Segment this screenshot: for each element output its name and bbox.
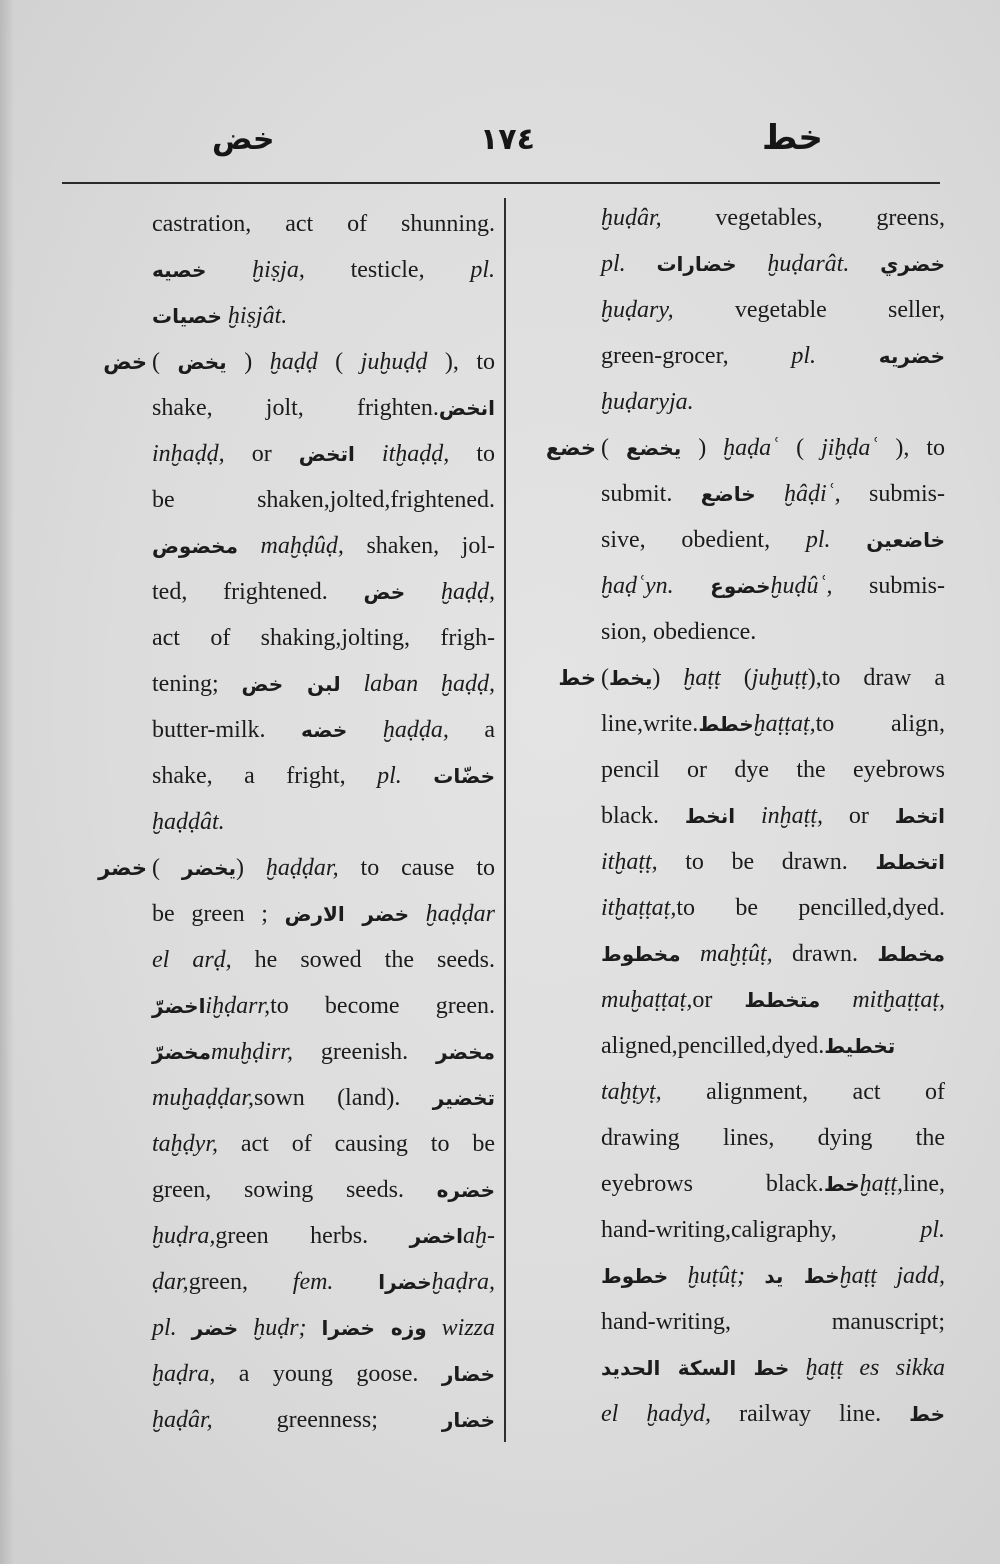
entry-text <box>405 579 441 605</box>
arabic-term: خطوط <box>601 1264 669 1288</box>
transliteration: pl. <box>152 1315 177 1341</box>
entry-line <box>601 195 945 241</box>
entry-text: tening; <box>152 671 242 697</box>
running-head-right: خط <box>762 118 823 158</box>
transliteration: muḫaḍḍar, <box>152 1085 255 1111</box>
entry-line <box>152 1351 495 1397</box>
entry-line <box>152 1121 495 1167</box>
entry-text <box>333 1269 378 1295</box>
entry-text <box>177 1315 192 1341</box>
entry-line <box>601 1345 945 1391</box>
transliteration: juḫuṭṭ <box>751 665 808 691</box>
entry-line <box>601 977 945 1023</box>
arabic-term: خصيه <box>152 258 207 282</box>
entry-text: to align, <box>815 711 945 737</box>
entry-line <box>558 655 945 701</box>
entry-line <box>152 201 495 247</box>
entry-line <box>152 1397 495 1443</box>
entry-text: greenness; <box>212 1407 442 1433</box>
transliteration: ḫuḍra, <box>152 1223 216 1249</box>
header-rule <box>62 182 940 184</box>
entry-text: ( <box>601 665 609 691</box>
transliteration: ḫaḍaʿ <box>723 435 780 461</box>
entry-line <box>152 1167 495 1213</box>
entry-text: ( <box>152 855 182 881</box>
entry-line <box>601 839 945 885</box>
entry-line <box>601 517 945 563</box>
entry-line <box>601 1161 945 1207</box>
entry-line <box>152 891 495 937</box>
arabic-term: خضره <box>436 1178 495 1202</box>
entry-line <box>152 1029 495 1075</box>
entry-text: ) <box>652 665 684 691</box>
transliteration: jiḫḍaʿ <box>821 435 879 461</box>
entry-text: or <box>692 987 745 1013</box>
entry-line <box>601 1207 945 1253</box>
entry-line <box>601 379 945 425</box>
arabic-term: خضار <box>441 1408 495 1432</box>
entry-text: submit. <box>601 481 701 507</box>
entry-text <box>347 717 383 743</box>
transliteration: iḫḍarr, <box>205 993 271 1019</box>
transliteration: itḫaṭṭ, <box>601 849 658 875</box>
entry-text: sion, obedience. <box>601 619 757 645</box>
arabic-term: يخضر <box>181 856 236 880</box>
transliteration: el arḍ, <box>152 947 232 973</box>
entry-line <box>601 287 945 333</box>
transliteration: ḫiṣja, <box>252 257 305 283</box>
entry-line <box>152 569 495 615</box>
entry-text: a young goose. <box>215 1361 442 1387</box>
arabic-term: خضريه <box>878 344 945 368</box>
headword: خضر <box>98 856 147 880</box>
left-column <box>98 201 496 1443</box>
entry-line <box>152 431 495 477</box>
transliteration: ḫaḍḍât. <box>152 809 225 835</box>
transliteration: pl. <box>805 527 831 553</box>
entry-text <box>238 533 261 559</box>
entry-text: be green ; <box>152 901 285 927</box>
arabic-term: تخطيط <box>824 1034 896 1058</box>
arabic-term: مخطط <box>877 942 946 966</box>
entry-line <box>152 1213 495 1259</box>
arabic-term: خضرا <box>378 1270 432 1294</box>
entry-text: to be drawn. <box>657 849 876 875</box>
entry-line <box>152 615 495 661</box>
arabic-term: اتخض <box>298 442 355 466</box>
entry-text <box>409 901 426 927</box>
arabic-term: تخضير <box>432 1086 495 1110</box>
column-divider <box>504 198 506 1442</box>
transliteration: ḫaḍâr, <box>152 1407 213 1433</box>
entry-text: submis- <box>840 481 946 507</box>
arabic-term: اخضرّ <box>152 994 206 1018</box>
entry-line <box>601 1023 945 1069</box>
entry-text <box>307 1315 322 1341</box>
entry-text: a <box>448 717 495 743</box>
transliteration: ḫaḍʿyn. <box>601 573 674 599</box>
entry-text: drawn. <box>772 941 878 967</box>
transliteration: ḫaḍra, <box>431 1269 495 1295</box>
entry-text: ) <box>226 349 270 375</box>
entry-text <box>674 573 711 599</box>
arabic-term: انخض <box>438 396 495 420</box>
entry-line <box>601 333 945 379</box>
entry-text: or <box>224 441 299 467</box>
entry-line <box>545 425 945 471</box>
right-column <box>545 195 946 1437</box>
arabic-term: وزه خضرا <box>321 1316 427 1340</box>
headword: خض <box>103 350 147 374</box>
entry-line <box>98 845 495 891</box>
entry-text: to be pencilled,dyed. <box>676 895 945 921</box>
arabic-term: خطط <box>698 712 754 736</box>
entry-text: ), to <box>427 349 495 375</box>
transliteration: aḫ- <box>463 1223 495 1249</box>
arabic-term: خضر الارض <box>284 902 409 926</box>
entry-text: ( <box>317 349 361 375</box>
arabic-term: خاضعين <box>866 528 945 552</box>
entry-line <box>152 293 495 339</box>
entry-text: hand-writing,caligraphy, <box>601 1217 921 1243</box>
entry-text: to become green. <box>270 993 495 1019</box>
entry-text <box>756 481 784 507</box>
arabic-term: اخضر <box>409 1224 463 1248</box>
transliteration: ḫuḍary, <box>601 297 674 323</box>
transliteration: pl. <box>601 251 626 277</box>
entry-text: line, <box>903 1171 945 1197</box>
entry-text <box>626 251 657 277</box>
transliteration: pl. <box>470 257 495 283</box>
entry-text: shaken, jol- <box>343 533 495 559</box>
arabic-term: مخطوط <box>601 942 681 966</box>
entry-text: act of causing to be <box>218 1131 495 1157</box>
entry-line <box>601 471 945 517</box>
transliteration: ḫuḍâr, <box>601 205 662 231</box>
entry-text <box>668 1263 687 1289</box>
entry-line <box>601 563 945 609</box>
entry-text: line,write. <box>601 711 699 737</box>
arabic-term: خضار <box>441 1362 495 1386</box>
entry-text: vegetables, greens, <box>661 205 945 231</box>
entry-line <box>152 385 495 431</box>
transliteration: maḫṭûṭ, <box>699 941 773 967</box>
entry-line <box>152 523 495 569</box>
transliteration: inḫaḍḍ, <box>152 441 225 467</box>
entry-text: ted, frightened. <box>152 579 364 605</box>
arabic-term: مخضر <box>436 1040 495 1064</box>
transliteration: itḫaḍḍ, <box>381 441 450 467</box>
entry-text: ),to draw a <box>807 665 945 691</box>
entry-line <box>152 1305 495 1351</box>
transliteration: ḫuṭûṭ; <box>687 1263 745 1289</box>
transliteration: juḫuḍḍ <box>360 349 428 375</box>
entry-line <box>152 937 495 983</box>
arabic-term: خط يد <box>764 1264 840 1288</box>
arabic-term: خضر <box>191 1316 239 1340</box>
entry-line <box>152 1259 495 1305</box>
entry-text <box>789 1355 805 1381</box>
entry-line <box>601 701 945 747</box>
transliteration: ḫuḍaryja. <box>601 389 694 415</box>
transliteration: ḍar, <box>152 1269 189 1295</box>
entry-text: to cause to <box>338 855 495 881</box>
entry-line <box>152 661 495 707</box>
arabic-term: خط <box>823 1172 860 1196</box>
entry-text: castration, act of shunning. <box>152 211 495 237</box>
headword: خط <box>558 666 596 690</box>
entry-text: shake, a fright, <box>152 763 378 789</box>
entry-text <box>427 1315 442 1341</box>
entry-line <box>601 747 945 793</box>
transliteration: ḫaḍḍar, <box>265 855 339 881</box>
entry-text: hand-writing, manuscript; <box>601 1309 945 1335</box>
entry-text: green-grocer, <box>601 343 792 369</box>
entry-text: submis- <box>832 573 945 599</box>
transliteration: ḫuḍûʿ, <box>770 573 833 599</box>
entry-text <box>737 251 768 277</box>
transliteration: taḫḍyr, <box>152 1131 218 1157</box>
entry-line <box>152 247 495 293</box>
entry-line <box>601 1391 945 1437</box>
entry-text: or <box>823 803 895 829</box>
entry-text: testicle, <box>304 257 471 283</box>
entry-text <box>816 343 879 369</box>
transliteration: pl. <box>920 1217 945 1243</box>
entry-text: green herbs. <box>215 1223 410 1249</box>
entry-line <box>601 1253 945 1299</box>
entry-text <box>402 763 434 789</box>
entry-text <box>681 941 700 967</box>
arabic-term: خض <box>363 580 406 604</box>
transliteration: maḫḍûḍ, <box>260 533 344 559</box>
transliteration: taḫṭyṭ, <box>601 1079 662 1105</box>
entry-text: act of shaking,jolting, frigh- <box>152 625 495 651</box>
entry-text: aligned,pencilled,dyed. <box>601 1033 825 1059</box>
entry-text: black. <box>601 803 685 829</box>
entry-text: butter-milk. <box>152 717 302 743</box>
entry-text <box>238 1315 253 1341</box>
entry-text: be shaken,jolted,frightened. <box>152 487 495 513</box>
entry-text <box>206 257 252 283</box>
page-edge-shadow <box>0 0 14 1564</box>
transliteration: ḫuḍr; <box>253 1315 307 1341</box>
entry-text: green, sowing seeds. <box>152 1177 437 1203</box>
arabic-term: خضري <box>880 252 945 276</box>
arabic-term: يخط <box>609 666 653 690</box>
entry-text: pencil or dye the eyebrows <box>601 757 945 783</box>
transliteration: ḫaṭṭ jadd, <box>839 1263 946 1289</box>
arabic-term: خضوع <box>710 574 771 598</box>
entry-text <box>820 987 852 1013</box>
entry-text: sive, obedient, <box>601 527 806 553</box>
entry-line <box>152 983 495 1029</box>
transliteration: mitḫaṭṭaṭ, <box>852 987 945 1013</box>
transliteration: fem. <box>292 1269 334 1295</box>
transliteration: wizza <box>441 1315 495 1341</box>
entry-text <box>355 441 382 467</box>
entry-text: green, <box>188 1269 293 1295</box>
entry-text: railway line. <box>711 1401 910 1427</box>
entry-line <box>103 339 495 385</box>
entry-line <box>601 1069 945 1115</box>
entry-text: shake, jolt, frighten. <box>152 395 439 421</box>
arabic-term: خضارات <box>656 252 737 276</box>
arabic-term: خط السكة الحديد <box>601 1356 790 1380</box>
entry-text: sown (land). <box>254 1085 433 1111</box>
arabic-term: مخضوض <box>152 534 238 558</box>
entry-line <box>152 707 495 753</box>
transliteration: ḫaḍḍa, <box>382 717 449 743</box>
arabic-term: خصيات <box>152 304 222 328</box>
entry-text <box>745 1263 764 1289</box>
transliteration: ḫaṭṭ <box>683 665 721 691</box>
entry-text: ( <box>779 435 822 461</box>
entry-text: eyebrows black. <box>601 1171 824 1197</box>
arabic-term: مخضرّ <box>152 1040 211 1064</box>
entry-line <box>152 1075 495 1121</box>
entry-line <box>601 793 945 839</box>
entry-line <box>601 241 945 287</box>
entry-text: ( <box>720 665 752 691</box>
entry-text <box>831 527 867 553</box>
transliteration: ḫiṣjât. <box>227 303 288 329</box>
entry-line <box>601 1115 945 1161</box>
entry-line <box>152 799 495 845</box>
entry-line <box>152 477 495 523</box>
headword: خضع <box>545 436 596 460</box>
entry-line <box>601 609 945 655</box>
transliteration: ḫaḍḍ, <box>441 579 495 605</box>
page-number: ١٧٤ <box>480 122 535 157</box>
entry-text: ) <box>681 435 724 461</box>
transliteration: el ḫadyd, <box>601 1401 712 1427</box>
arabic-term: انخط <box>684 804 736 828</box>
entry-line <box>601 885 945 931</box>
transliteration: pl. <box>791 343 817 369</box>
entry-text <box>735 803 761 829</box>
entry-text: he sowed the seeds. <box>231 947 495 973</box>
arabic-term: متخطط <box>744 988 821 1012</box>
arabic-term: خاضع <box>700 482 756 506</box>
arabic-term: اتخطط <box>875 850 945 874</box>
arabic-term: خضّات <box>433 764 495 788</box>
entry-text: greenish. <box>292 1039 437 1065</box>
entry-text: vegetable seller, <box>673 297 945 323</box>
entry-text: to <box>449 441 495 467</box>
transliteration: ḫuḍarât. <box>767 251 850 277</box>
entry-text: ), to <box>878 435 945 461</box>
transliteration: ḫaṭṭaṭ, <box>753 711 816 737</box>
entry-text: ) <box>236 855 266 881</box>
transliteration: pl. <box>377 763 402 789</box>
arabic-term: يخضع <box>625 436 682 460</box>
transliteration: itḫaṭṭaṭ, <box>601 895 677 921</box>
entry-text: ( <box>601 435 626 461</box>
arabic-term: خضه <box>301 718 348 742</box>
entry-line <box>601 1299 945 1345</box>
entry-text: ( <box>152 349 178 375</box>
transliteration: muḫaṭṭaṭ, <box>601 987 693 1013</box>
entry-text: drawing lines, dying the <box>601 1125 945 1151</box>
transliteration: inḫaṭṭ, <box>760 803 823 829</box>
transliteration: ḫaṭṭ, <box>859 1171 903 1197</box>
entry-text: alignment, act of <box>661 1079 945 1105</box>
transliteration: ḫâḍiʿ, <box>783 481 841 507</box>
arabic-term: خط <box>909 1402 945 1426</box>
arabic-term: يخض <box>177 350 227 374</box>
arabic-term: اتخط <box>894 804 945 828</box>
entry-line <box>152 753 495 799</box>
entry-line <box>601 931 945 977</box>
transliteration: muḫḍirr, <box>210 1039 293 1065</box>
transliteration: ḫaṭṭ es sikka <box>805 1355 945 1381</box>
transliteration: laban ḫaḍḍ, <box>363 671 496 697</box>
transliteration: ḫaḍḍ <box>269 349 318 375</box>
entry-text <box>341 671 364 697</box>
running-head-left: خض <box>212 122 275 157</box>
entry-text <box>849 251 880 277</box>
transliteration: ḫaḍra, <box>152 1361 216 1387</box>
transliteration: ḫaḍḍar <box>425 901 495 927</box>
arabic-term: لبن خض <box>241 672 341 696</box>
